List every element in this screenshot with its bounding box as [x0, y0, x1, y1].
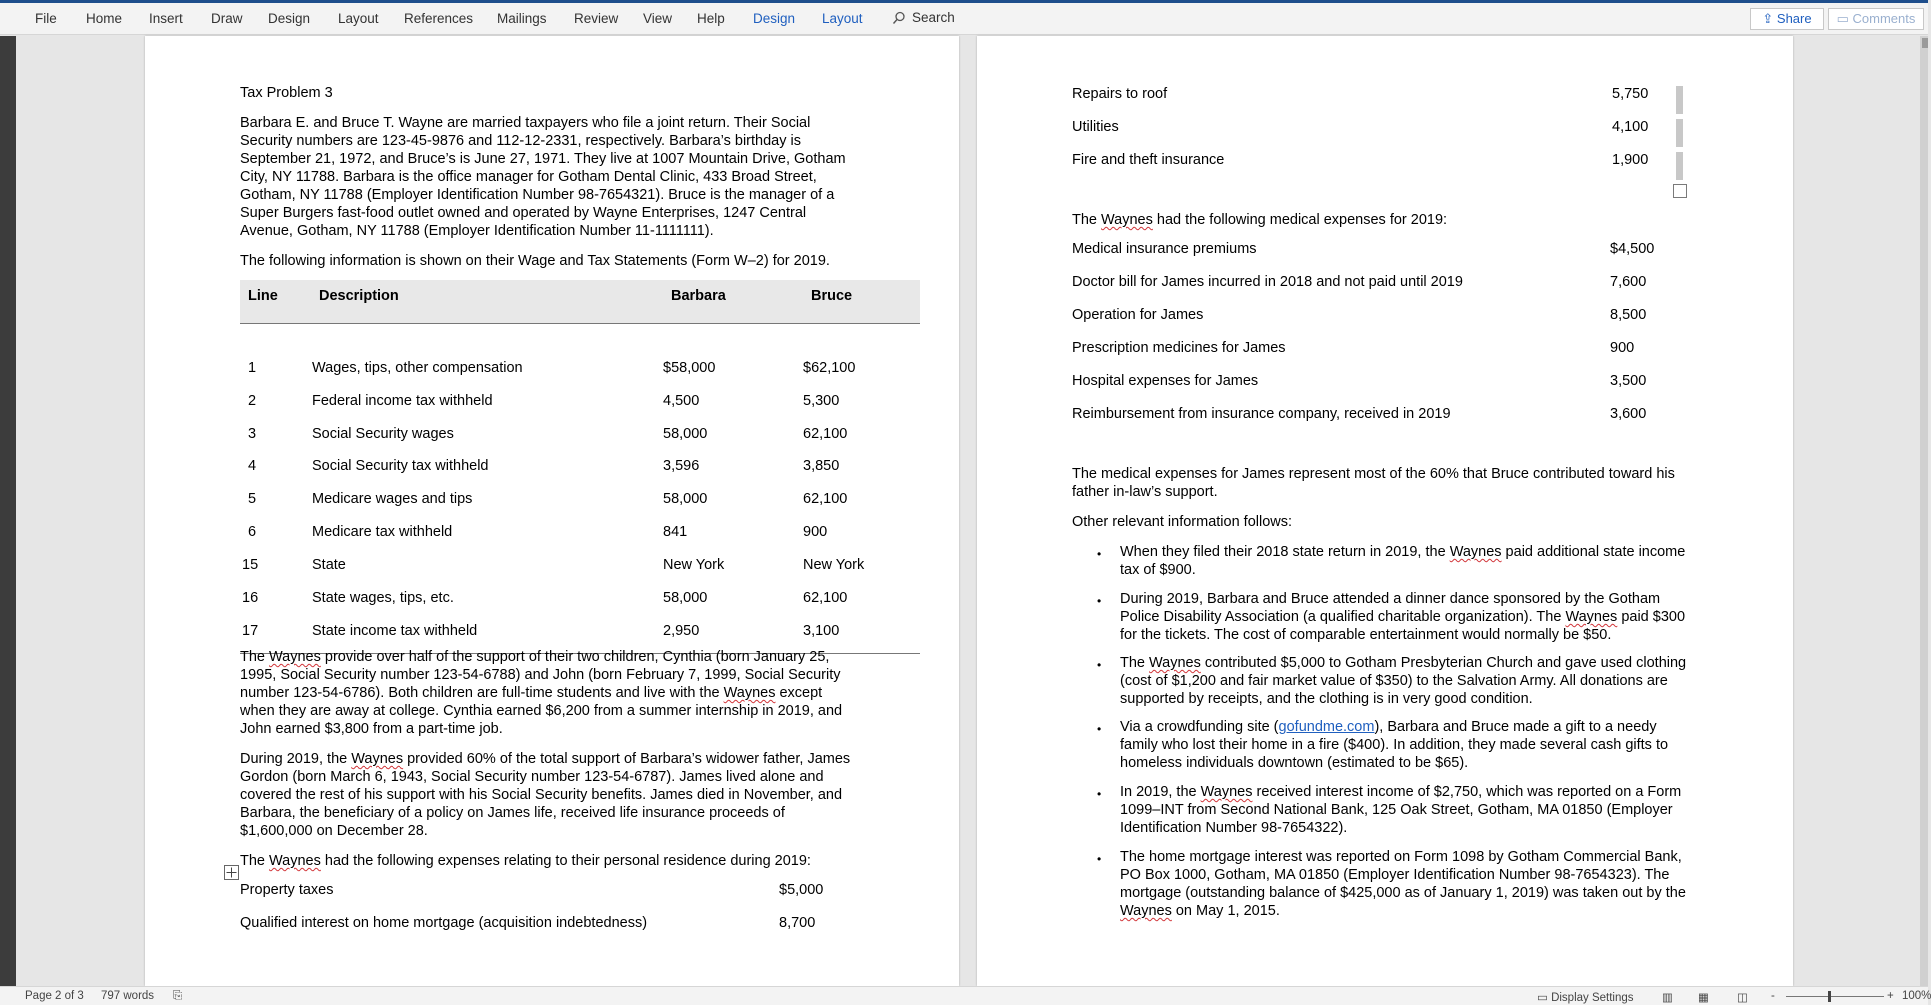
tab-review[interactable]: Review — [574, 11, 619, 26]
scrollbar-thumb[interactable] — [1922, 38, 1928, 48]
paragraph-line: The medical expenses for James represent most of the 60% that Bruce contributed toward his — [1072, 466, 1675, 482]
bullet-line: homeless individuals downtown (estimated to be $65). — [1120, 755, 1469, 771]
expense-amount: $4,500 — [1610, 241, 1655, 257]
paragraph-line: 1995, Social Security number 123-54-6788) and John (born February 7, 1999, Social Security — [240, 667, 841, 683]
bullet-line — [1120, 902, 1280, 920]
bullet-line: supported by receipts, and the clothing is in very good condition. — [1120, 691, 1533, 707]
table-row — [240, 524, 920, 557]
text-run: provide over half of the support of their two children, Cynthia (born January 25, — [320, 649, 830, 665]
zoom-level[interactable]: 100% — [1902, 990, 1931, 1002]
expense-label: Hospital expenses for James — [1072, 373, 1259, 389]
table-row-marker — [1676, 86, 1683, 114]
w2-cell-description: Social Security wages — [312, 426, 454, 442]
web-layout-icon[interactable]: ◫ — [1737, 992, 1748, 1004]
w2-cell-bruce: 62,100 — [803, 426, 848, 442]
text-run: ), Barbara and Bruce made a gift to a needy — [1374, 719, 1657, 735]
expense-label: Fire and theft insurance — [1072, 152, 1225, 168]
w2-table-header — [240, 280, 920, 324]
w2-cell-line: 2 — [248, 393, 257, 409]
w2-cell-bruce: New York — [803, 557, 865, 573]
w2-header-barbara: Barbara — [671, 288, 726, 304]
table-resize-handle[interactable] — [1673, 184, 1687, 198]
w2-cell-barbara: 841 — [663, 524, 688, 540]
expense-amount: 3,500 — [1610, 373, 1647, 389]
bullet-line: mortgage (outstanding balance of $425,000 as of January 1, 2019) was taken out by the — [1120, 885, 1686, 901]
bullet-line — [1120, 654, 1686, 672]
paragraph-line: $1,600,000 on December 28. — [240, 823, 428, 839]
proofing-icon[interactable]: ⎘ — [173, 990, 183, 1002]
w2-cell-description: Wages, tips, other compensation — [312, 360, 523, 376]
tab-design[interactable]: Design — [268, 11, 311, 26]
expense-label: Operation for James — [1072, 307, 1204, 323]
text-run: The — [240, 853, 270, 869]
text-run: number 123-54-6786). Both children are full-time students and live with the — [240, 685, 724, 701]
bullet-line: During 2019, Barbara and Bruce attended a dinner dance sponsored by the Gotham — [1120, 591, 1661, 607]
medical-intro — [1072, 211, 1447, 229]
expense-amount: $5,000 — [779, 882, 824, 898]
bullet-line: PO Box 1000, Gotham, MA 01850 (Employer Identification Number 98-7654323). The — [1120, 867, 1670, 883]
paragraph-line: Barbara, the beneficiary of a policy on James life, received life insurance proceeds of — [240, 805, 785, 821]
w2-header-line: Line — [248, 288, 278, 304]
tab-table-layout[interactable]: Layout — [822, 11, 863, 26]
text-run: received interest income of $2,750, which was reported on a Form — [1252, 784, 1682, 800]
intro-line: Barbara E. and Bruce T. Wayne are married taxpayers who file a joint return. Their Social — [240, 115, 811, 131]
expense-amount: 900 — [1610, 340, 1635, 356]
w2-cell-line: 16 — [242, 590, 259, 606]
w2-header-bruce: Bruce — [811, 288, 853, 304]
text-run: The — [240, 649, 270, 665]
w2-cell-line: 4 — [248, 458, 257, 474]
spelling-flag[interactable]: Waynes — [1120, 903, 1172, 919]
expense-label: Prescription medicines for James — [1072, 340, 1286, 356]
text-run: The — [1120, 655, 1150, 671]
table-row — [240, 426, 920, 459]
tab-layout[interactable]: Layout — [338, 11, 379, 26]
document-page-left[interactable] — [145, 36, 959, 986]
text-run: In 2019, the — [1120, 784, 1201, 800]
w2-cell-bruce: 900 — [803, 524, 828, 540]
w2-cell-line: 6 — [248, 524, 257, 540]
table-row — [240, 491, 920, 524]
spelling-flag[interactable]: Waynes — [1565, 609, 1618, 625]
expense-amount: 7,600 — [1610, 274, 1647, 290]
bullet-line — [1120, 543, 1685, 561]
bullet-marker: • — [1097, 787, 1102, 801]
bullet-line: 1099–INT from Second National Bank, 125 Oak Street, Gotham, MA 01850 (Employer — [1120, 802, 1673, 818]
paragraph-line: Gordon (born March 6, 1943, Social Security number 123-54-6787). James lived alone and — [240, 769, 824, 785]
spelling-flag[interactable]: Waynes — [351, 751, 404, 767]
text-run: on May 1, 2015. — [1171, 903, 1280, 919]
spelling-flag[interactable]: Waynes — [269, 853, 321, 869]
bullet-marker: • — [1097, 594, 1102, 608]
expense-amount: 3,600 — [1610, 406, 1647, 422]
w2-cell-description: Federal income tax withheld — [312, 393, 493, 409]
intro-line: Super Burgers fast-food outlet owned and operated by Wayne Enterprises, 1247 Central — [240, 205, 807, 221]
w2-cell-barbara: 58,000 — [663, 491, 708, 507]
w2-cell-description: Medicare tax withheld — [312, 524, 453, 540]
w2-cell-barbara: 58,000 — [663, 426, 708, 442]
paragraph-line — [240, 750, 850, 768]
doc-title: Tax Problem 3 — [240, 85, 333, 101]
w2-cell-description: Social Security tax withheld — [312, 458, 489, 474]
expense-amount: 8,500 — [1610, 307, 1647, 323]
tab-file[interactable]: File — [35, 11, 57, 26]
text-run: The — [1072, 212, 1102, 228]
share-icon: ⇪ — [1762, 11, 1777, 26]
zoom-in-button[interactable]: + — [1887, 990, 1894, 1002]
table-row-marker — [1676, 119, 1683, 147]
bullet-line — [1120, 783, 1681, 801]
w2-cell-line: 3 — [248, 426, 257, 442]
comments-button[interactable] — [1828, 8, 1924, 30]
expense-amount: 5,750 — [1612, 86, 1649, 102]
text-run: When they filed their 2018 state return in 2019, the — [1120, 544, 1450, 560]
w2-cell-bruce: $62,100 — [803, 360, 856, 376]
paragraph-line: covered the rest of his support with his Social Security benefits. James died in November, and — [240, 787, 843, 803]
status-bar — [0, 986, 1931, 1005]
tab-view[interactable]: View — [643, 11, 673, 26]
left-window-edge — [0, 36, 16, 986]
search-icon — [892, 11, 906, 25]
bullet-marker: • — [1097, 852, 1102, 866]
w2-cell-bruce: 3,100 — [803, 623, 840, 639]
table-row — [240, 458, 920, 491]
table-row — [240, 590, 920, 623]
table-row-marker — [1676, 152, 1683, 180]
bullet-marker: • — [1097, 722, 1102, 736]
w2-cell-bruce: 3,850 — [803, 458, 840, 474]
w2-cell-line: 17 — [242, 623, 259, 639]
text-run: provided 60% of the total support of Barbara’s widower father, James — [403, 751, 851, 767]
paragraph-line: father in-law’s support. — [1072, 484, 1218, 500]
comment-icon: ▭ — [1836, 11, 1853, 26]
w2-cell-bruce: 5,300 — [803, 393, 840, 409]
bullet-line: The home mortgage interest was reported on Form 1098 by Gotham Commercial Bank, — [1120, 849, 1682, 865]
tab-references[interactable]: References — [404, 11, 474, 26]
intro-line: City, NY 11788. Barbara is the office manager for Gotham Dental Clinic, 433 Broad Street, — [240, 169, 817, 185]
expense-label: Doctor bill for James incurred in 2018 and not paid until 2019 — [1072, 274, 1463, 290]
w2-intro: The following information is shown on their Wage and Tax Statements (Form W–2) for 2019. — [240, 253, 830, 269]
bullet-line — [1120, 608, 1685, 626]
tab-insert[interactable]: Insert — [149, 11, 183, 26]
residence-intro — [240, 852, 811, 870]
expense-label: Repairs to roof — [1072, 86, 1168, 102]
expense-label: Utilities — [1072, 119, 1119, 135]
intro-line: Avenue, Gotham, NY 11788 (Employer Identification Number 11-1111111). — [240, 223, 714, 239]
gofundme-link[interactable]: gofundme.com — [1278, 719, 1375, 735]
display-settings-label: Display Settings — [1551, 992, 1634, 1004]
w2-cell-description: State income tax withheld — [312, 623, 478, 639]
expense-amount: 8,700 — [779, 915, 816, 931]
w2-cell-description: State — [312, 557, 346, 573]
search-box[interactable] — [892, 10, 955, 25]
w2-cell-barbara: $58,000 — [663, 360, 716, 376]
other-info-intro: Other relevant information follows: — [1072, 514, 1293, 530]
tab-table-design[interactable]: Design — [753, 11, 796, 26]
w2-cell-line: 15 — [242, 557, 259, 573]
expense-label: Qualified interest on home mortgage (acquisition indebtedness) — [240, 915, 648, 931]
bullet-marker: • — [1097, 547, 1102, 561]
word-count[interactable]: 797 words — [101, 990, 155, 1002]
w2-cell-barbara: New York — [663, 557, 725, 573]
w2-cell-barbara: 2,950 — [663, 623, 700, 639]
w2-cell-line: 1 — [248, 360, 257, 376]
bullet-line: Identification Number 98-7654322). — [1120, 820, 1348, 836]
table-row — [240, 360, 920, 393]
document-page-right[interactable] — [977, 36, 1793, 986]
spelling-flag[interactable]: Waynes — [1200, 784, 1253, 800]
w2-cell-barbara: 4,500 — [663, 393, 700, 409]
text-run: except — [775, 685, 823, 701]
intro-line: Gotham, NY 11788 (Employer Identification Number 98-7654321). Bruce is the manager of a — [240, 187, 835, 203]
table-row — [240, 393, 920, 426]
display-settings-button[interactable] — [1537, 990, 1634, 1004]
comments-label: Comments — [1852, 11, 1916, 26]
tab-mailings[interactable]: Mailings — [497, 11, 547, 26]
text-run: During 2019, the — [240, 751, 352, 767]
text-run: Via a crowdfunding site ( — [1120, 719, 1279, 735]
share-button[interactable] — [1750, 8, 1824, 30]
tab-help[interactable]: Help — [697, 11, 725, 26]
spelling-flag[interactable]: Waynes — [1449, 544, 1502, 560]
zoom-out-button[interactable]: - — [1771, 990, 1775, 1002]
vertical-scrollbar[interactable] — [1920, 36, 1928, 986]
paragraph-line — [240, 648, 829, 666]
text-run: had the following expenses relating to their personal residence during 2019: — [320, 853, 811, 869]
w2-cell-line: 5 — [248, 491, 257, 507]
read-mode-icon[interactable]: ▥ — [1662, 992, 1673, 1004]
paragraph-line: when they are away at college. Cynthia earned $6,200 from a summer internship in 2019, and — [240, 703, 843, 719]
ribbon-tabs — [0, 3, 1928, 35]
bullet-line: for the tickets. The cost of comparable entertainment would normally be $50. — [1120, 627, 1612, 643]
zoom-slider-thumb[interactable] — [1828, 991, 1831, 1002]
intro-line: Security numbers are 123-45-9876 and 112-12-2331, respectively. Barbara’s birthday is — [240, 133, 801, 149]
paragraph-line — [240, 684, 822, 702]
expense-label: Property taxes — [240, 882, 334, 898]
bullet-marker: • — [1097, 658, 1102, 672]
table-move-handle[interactable] — [224, 865, 239, 880]
table-row — [240, 557, 920, 590]
monitor-icon: ▭ — [1537, 992, 1552, 1004]
share-label: Share — [1776, 11, 1812, 26]
w2-header-description: Description — [319, 288, 399, 304]
expense-label: Medical insurance premiums — [1072, 241, 1257, 257]
spelling-flag[interactable]: Waynes — [723, 685, 776, 701]
spelling-flag[interactable]: Waynes — [1101, 212, 1153, 228]
expense-amount: 1,900 — [1612, 152, 1649, 168]
search-label: Search — [912, 10, 955, 25]
w2-cell-barbara: 3,596 — [663, 458, 700, 474]
w2-cell-barbara: 58,000 — [663, 590, 708, 606]
intro-line: September 21, 1972, and Bruce’s is June 27, 1971. They live at 1007 Mountain Drive, Gotham — [240, 151, 846, 167]
bullet-line: tax of $900. — [1120, 562, 1196, 578]
w2-cell-description: Medicare wages and tips — [312, 491, 473, 507]
print-layout-icon[interactable]: ▦ — [1698, 992, 1709, 1004]
bullet-line: family who lost their home in a fire ($400). In addition, they made several cash gifts to — [1120, 737, 1669, 753]
zoom-slider-track[interactable] — [1786, 996, 1884, 997]
page-count[interactable]: Page 2 of 3 — [25, 990, 84, 1002]
spelling-flag[interactable]: Waynes — [1149, 655, 1201, 671]
w2-cell-description: State wages, tips, etc. — [312, 590, 454, 606]
text-run: had the following medical expenses for 2019: — [1152, 212, 1448, 228]
text-run: contributed $5,000 to Gotham Presbyterian Church and gave used clothing — [1200, 655, 1687, 671]
text-run: paid additional state income — [1501, 544, 1686, 560]
text-run: Police Disability Association (a qualified charitable organization). The — [1120, 609, 1566, 625]
text-run: paid $300 — [1617, 609, 1686, 625]
spelling-flag[interactable]: Waynes — [269, 649, 321, 665]
paragraph-line: John earned $3,800 from a part-time job. — [240, 721, 503, 737]
w2-cell-bruce: 62,100 — [803, 491, 848, 507]
bullet-line: (cost of $1,200 and fair market value of $350) to the Salvation Army. All donations are — [1120, 673, 1668, 689]
tab-draw[interactable]: Draw — [211, 11, 243, 26]
w2-cell-bruce: 62,100 — [803, 590, 848, 606]
expense-label: Reimbursement from insurance company, received in 2019 — [1072, 406, 1451, 422]
bullet-line — [1120, 718, 1657, 736]
move-arrows-icon — [225, 866, 238, 879]
tab-home[interactable]: Home — [86, 11, 123, 26]
expense-amount: 4,100 — [1612, 119, 1649, 135]
